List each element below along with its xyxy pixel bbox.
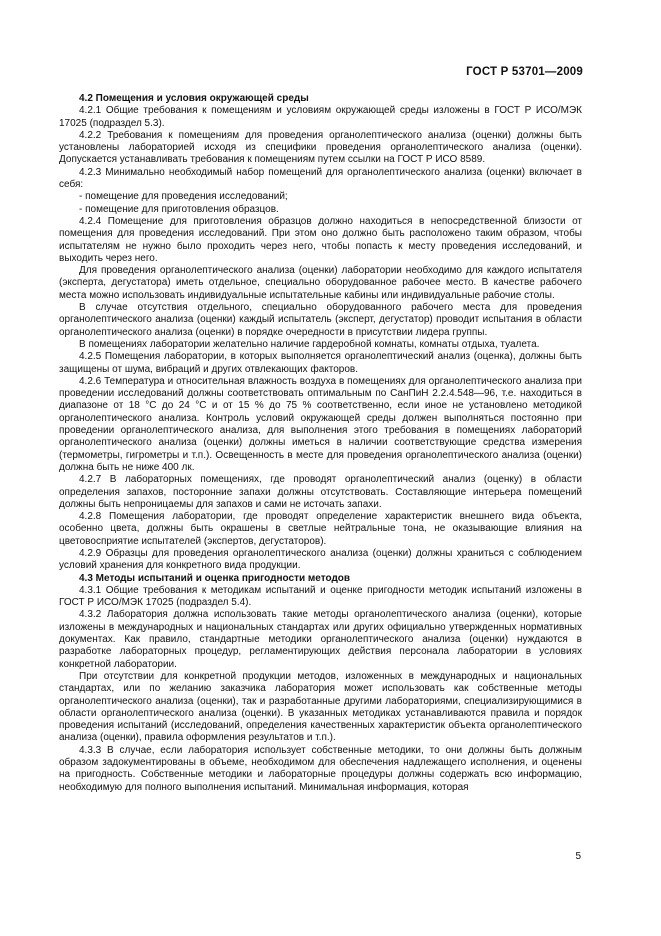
section-heading: 4.3 Методы испытаний и оценка пригодности методов	[79, 572, 351, 584]
section-heading: 4.2 Помещения и условия окружающей среды	[79, 93, 309, 104]
paragraph: В случае отсутствия отдельного, специально оборудованного рабочего места для проведения органолептического анализа (оценки) каждый испытатель (эксперт, дегустатор) проводит испытания в области органолептического анализа (оценки) в порядке очередности в присутствии лидера группы.	[59, 302, 582, 338]
paragraph: 4.2.5 Помещения лаборатории, в которых выполняется органолептический анализ (оценка), должны быть защищены от шума, вибраций и других отвлекающих факторов.	[59, 351, 582, 375]
page-number: 5	[575, 851, 581, 862]
paragraph: 4.3.3 В случае, если лаборатория использует собственные методики, то они должны быть должным образом задокументированы в объеме, необходимом для обеспечения надлежащего исполнения, и оценены на пригодность. Собственные методики и лабораторные процедуры должны содержать всю информацию, необходимую для полного выполнения испытаний. Минимальная информация, которая	[59, 744, 582, 793]
paragraph: 4.2.3 Минимально необходимый набор помещений для органолептического анализа (оценки) включает в себя:	[59, 166, 582, 191]
paragraph: 4.2.1 Общие требования к помещениям и условиям окружающей среды изложены в ГОСТ Р ИСО/МЭК 17025 (подраздел 5.3).	[59, 105, 582, 129]
list-item: - помещение для проведения исследований;	[79, 191, 288, 203]
paragraph: 4.2.9 Образцы для проведения органолептического анализа (оценки) должны храниться с соблюдением условий хранения для конкретного вида продукции.	[59, 547, 582, 572]
paragraph: 4.2.4 Помещение для приготовления образцов должно находиться в непосредственной близости от помещения для проведения исследований. При этом оно должно быть расположено таким образом, чтобы испытателям не нужно было проходить через него, чтобы попасть к месту проведения исследований, и выходить через него.	[59, 215, 582, 264]
standard-header: ГОСТ Р 53701—2009	[466, 66, 583, 78]
paragraph: 4.2.6 Температура и относительная влажность воздуха в помещениях для органолептического анализа при проведении исследований должны соответствовать оптимальным по СанПиН 2.2.4.548—96, т.е. находиться в диапазоне от 18 °С до 24 °С и от 15 % до 75 % соответственно, если иное не установлено методикой органолептического анализа. Контроль условий окружающей среды должен выполняться постоянно при проведении органолептического анализа, для выполнения этого требования в помещениях лабораторий органолептического анализа (оценки) должны иметься в наличии соответствующие средства измерения (термометры, гигрометры и т.п.). Освещенность в месте для проведения органолептического анализа (оценки) должна быть не ниже 400 лк.	[59, 375, 582, 473]
paragraph: 4.2.7 В лабораторных помещениях, где проводят органолептический анализ (оценку) в области определения запахов, посторонние запахи должны отсутствовать. Составляющие интерьера помещений должны быть непроницаемы для запахов и сами не источать запахи.	[59, 474, 582, 510]
list-item: - помещение для приготовления образцов.	[79, 203, 279, 215]
paragraph: При отсутствии для конкретной продукции методов, изложенных в международных и национальных стандартах, или по желанию заказчика лаборатория может использовать как собственные методы органолептического анализа (оценки), так и разработанные другими лабораториями, специализирующимися в области органолептического анализа (оценки). В указанных методиках устанавливаются правила и порядок проведения испытаний (исследований, определения качественных характеристик объекта органолептического анализа (оценки), правила оформления результатов и т.п.).	[59, 670, 582, 744]
paragraph: В помещениях лаборатории желательно наличие гардеробной комнаты, комнаты отдыха, туалета.	[79, 338, 540, 350]
paragraph: 4.3.2 Лаборатория должна использовать такие методы органолептического анализа (оценки), которые изложены в международных и национальных стандартах или других официально утвержденных нормативных документах. Как правило, стандартные методики органолептического анализа (оценки) нуждаются в разработке лабораторных процедур, регламентирующих действия персонала лаборатории в условиях конкретной лаборатории.	[59, 609, 582, 670]
paragraph: Для проведения органолептического анализа (оценки) лаборатории необходимо для каждого испытателя (эксперта, дегустатора) иметь отдельное, специально оборудованное рабочее место. В качестве рабочего места можно использовать индивидуальные испытательные кабины или индивидуальные рабочие столы.	[59, 265, 582, 301]
paragraph: 4.2.8 Помещения лаборатории, где проводят определение характеристик внешнего вида объекта, особенно цвета, должны быть окрашены в светлые нейтральные тона, не оказывающие влияния на цветовосприятие испытателей (экспертов, дегустаторов).	[59, 511, 582, 547]
document-body	[59, 93, 582, 794]
paragraph: 4.3.1 Общие требования к методикам испытаний и оценке пригодности методик испытаний изложены в ГОСТ Р ИСО/МЭК 17025 (подраздел 5.4).	[59, 584, 582, 609]
paragraph: 4.2.2 Требования к помещениям для проведения органолептического анализа (оценки) должны быть установлены лабораторией исходя из специфики проведения органолептического анализа (оценки). Допускается устанавливать требования к помещениям путем ссылки на ГОСТ Р ИСО 8589.	[59, 129, 582, 166]
